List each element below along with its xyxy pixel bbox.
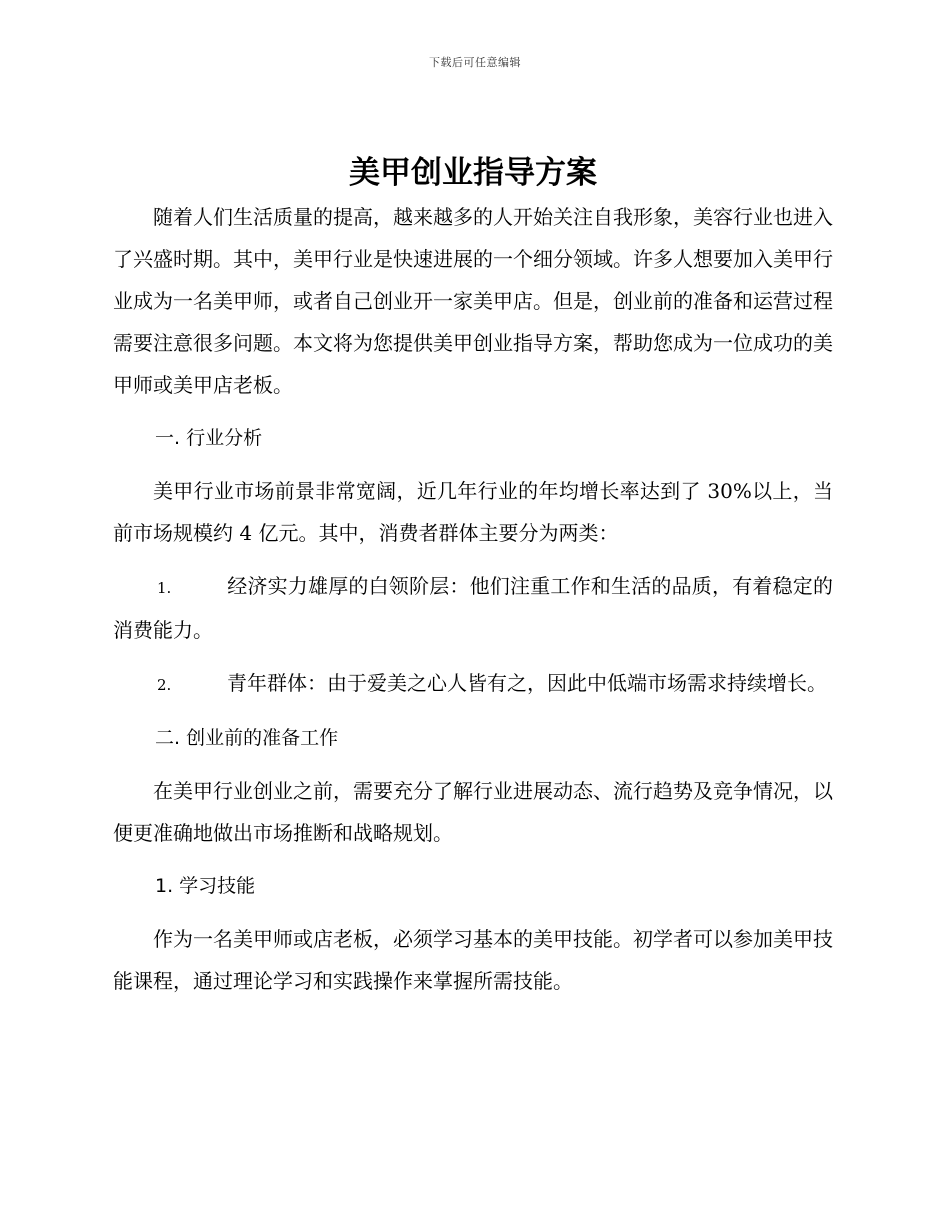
industry-analysis-paragraph: 美甲行业市场前景非常宽阔，近几年行业的年均增长率达到了 30%以上，当前市场规模约 4 亿元。其中，消费者群体主要分为两类： [113, 479, 833, 545]
preparation-paragraph: 在美甲行业创业之前，需要充分了解行业进展动态、流行趋势及竞争情况，以便更准确地做出市场推断和战略规划。 [113, 779, 833, 845]
spacer [113, 406, 833, 417]
list-item [113, 662, 833, 706]
spacer [113, 759, 833, 770]
spacer [113, 706, 833, 717]
spacer [113, 907, 833, 918]
list-item [113, 565, 833, 651]
document-body [113, 150, 833, 1002]
list-item-text: 青年群体：由于爱美之心人皆有之，因此中低端市场需求持续增长。 [227, 671, 827, 695]
intro-paragraph: 随着人们生活质量的提高，越来越多的人开始关注自我形象，美容行业也进入了兴盛时期。其中，美甲行业是快速进展的一个细分领域。许多人想要加入美甲行业成为一名美甲师，或者自己创业开一家美甲店。但是，创业前的准备和运营过程需要注意很多问题。本文将为您提供美甲创业指导方案，帮助您成为一位成功的美甲师或美甲店老板。 [113, 205, 833, 397]
spacer [113, 854, 833, 865]
spacer [113, 651, 833, 662]
list-item-number: 2. [157, 676, 172, 694]
document-title: 美甲创业指导方案 [349, 155, 597, 191]
spacer [113, 459, 833, 470]
section-heading-preparation: 二. 创业前的准备工作 [155, 727, 339, 749]
spacer [113, 554, 833, 565]
learn-skills-paragraph: 作为一名美甲师或店老板，必须学习基本的美甲技能。初学者可以参加美甲技能课程，通过理论学习和实践操作来掌握所需技能。 [113, 927, 833, 993]
header-note: 下载后可任意编辑 [429, 56, 521, 69]
subsection-heading-learn-skills: 1. 学习技能 [155, 875, 256, 897]
list-item-text: 经济实力雄厚的白领阶层：他们注重工作和生活的品质，有着稳定的消费能力。 [113, 574, 833, 642]
section-heading-industry-analysis: 一. 行业分析 [155, 427, 263, 449]
list-item-number: 1. [157, 579, 172, 597]
